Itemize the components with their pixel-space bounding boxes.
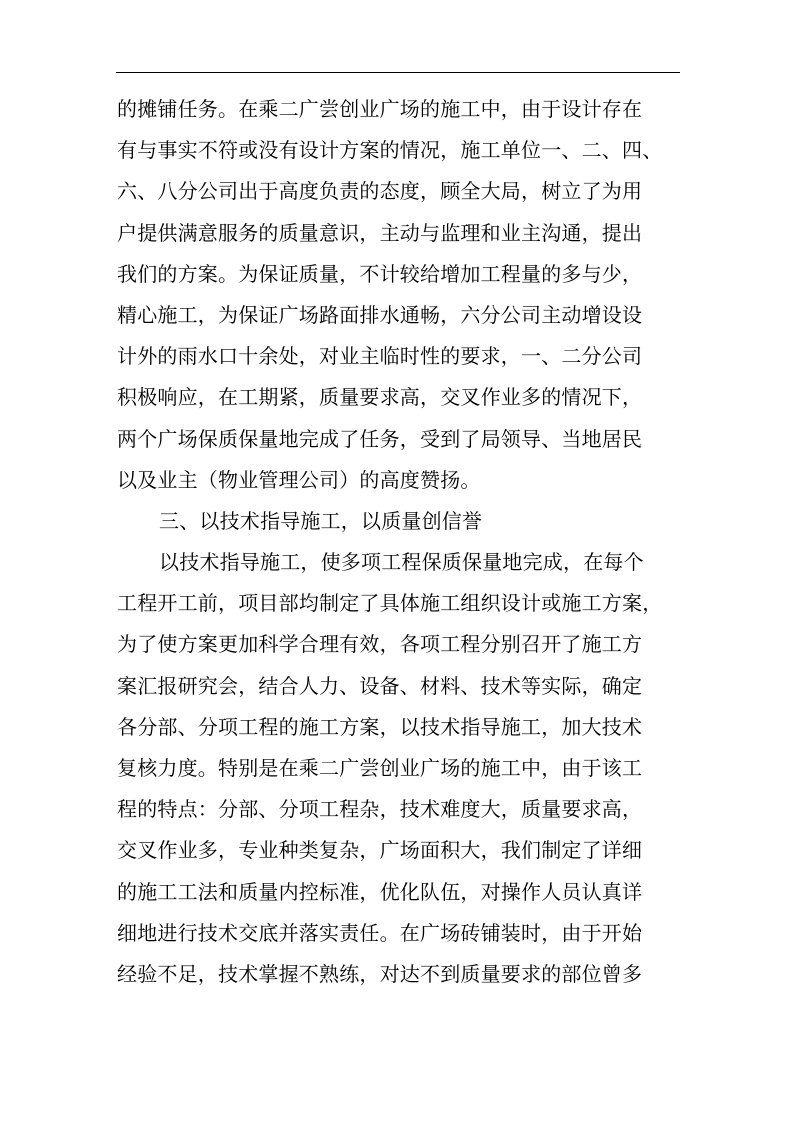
text-line: 户提供满意服务的质量意识，主动与监理和业主沟通，提出	[117, 220, 643, 245]
text-line: 的摊铺任务。在乘二广尝创业广场的施工中，由于设计存在	[117, 97, 643, 121]
text-line: 两个广场保质保量地完成了任务，受到了局领导、当地居民	[117, 426, 643, 451]
text-line: 精心施工，为保证广场路面排水通畅，六分公司主动增设设	[117, 302, 643, 327]
text-line: 以及业主（物业管理公司）的高度赞扬。	[117, 467, 481, 492]
text-line: 六、八分公司出于高度负责的态度，顾全大局，树立了为用	[117, 179, 643, 204]
header-rule	[116, 72, 680, 73]
text-line: 积极响应，在工期紧，质量要求高，交叉作业多的情况下，	[117, 385, 643, 410]
text-line: 案汇报研究会，结合人力、设备、材料、技术等实际，确定	[117, 673, 643, 698]
text-line: 复核力度。特别是在乘二广尝创业广场的施工中，由于该工	[117, 756, 643, 780]
text-line: 工程开工前，项目部均制定了具体施工组织设计或施工方案，	[117, 591, 663, 616]
text-line: 交叉作业多，专业种类复杂，广场面积大，我们制定了详细	[117, 838, 643, 863]
text-line: 为了使方案更加科学合理有效，各项工程分别召开了施工方	[117, 632, 643, 657]
text-line: 有与事实不符或没有设计方案的情况，施工单位一、二、四、	[117, 138, 663, 163]
text-line: 经验不足，技术掌握不熟练，对达不到质量要求的部位曾多	[117, 961, 643, 986]
section-heading: 三、以技术指导施工，以质量创信誉	[159, 508, 483, 533]
text-line: 细地进行技术交底并落实责任。在广场砖铺装时，由于开始	[117, 920, 643, 945]
body-text	[117, 94, 687, 1000]
paragraph-start-line: 以技术指导施工，使多项工程保质保量地完成，在每个	[159, 550, 644, 575]
text-line: 计外的雨水口十余处，对业主临时性的要求，一、二分公司	[117, 344, 643, 369]
text-line: 的施工工法和质量内控标准，优化队伍，对操作人员认真详	[117, 879, 643, 904]
text-line: 程的特点：分部、分项工程杂，技术难度大，质量要求高，	[117, 797, 643, 822]
text-line: 我们的方案。为保证质量，不计较给增加工程量的多与少，	[117, 261, 643, 286]
text-line: 各分部、分项工程的施工方案，以技术指导施工，加大技术	[117, 714, 643, 739]
